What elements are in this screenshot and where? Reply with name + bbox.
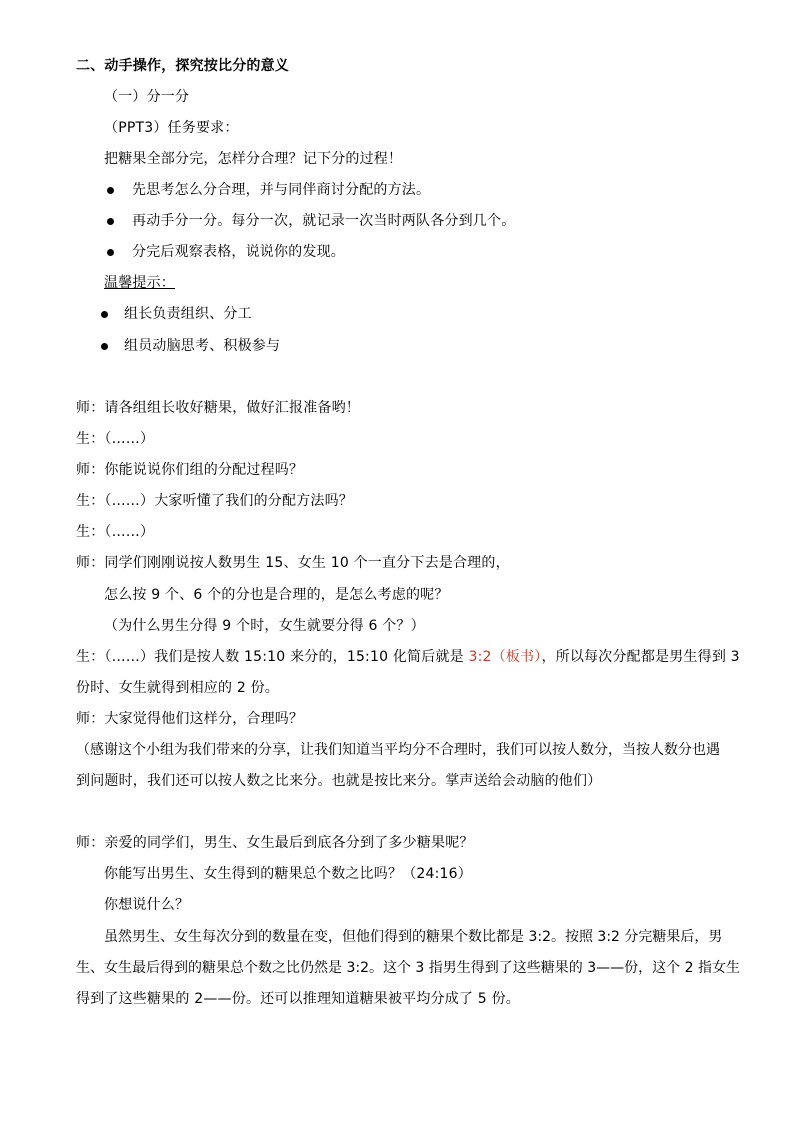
dialogue-line: 生：（……）大家听懂了我们的分配方法吗？: [76, 493, 353, 509]
task-bullet: 再动手分一分。每分一次，就记录一次当时两队各分到几个。: [132, 213, 516, 229]
task-bullet: 先思考怎么分合理，并与同伴商讨分配的方法。: [132, 182, 431, 198]
bullet-icon: [107, 249, 114, 256]
bullet-icon: [101, 343, 108, 350]
dialogue-line: 生：（……）: [76, 431, 155, 447]
conclusion-line: 你能写出男生、女生得到的糖果总个数之比吗？（24:16）: [104, 866, 472, 882]
dialogue-line: 师：你能说说你们组的分配过程吗？: [76, 462, 304, 478]
dialogue-text: 生：（……）我们是按人数 15:10 来分的，15:10 化简后就是: [76, 649, 469, 665]
conclusion-line: 生、女生最后得到的糖果总个数之比仍然是 3:2。这个 3 指男生得到了这些糖果的 3——份，这个 2 指女生: [76, 960, 740, 976]
ppt-label: （PPT3）任务要求：: [104, 120, 239, 136]
dialogue-line-with-highlight: [76, 648, 740, 666]
tip-bullet: 组长负责组织、分工: [124, 306, 252, 322]
dialogue-line: （为什么男生分得 9 个时，女生就要分得 6 个？）: [104, 618, 425, 634]
conclusion-line: 师：亲爱的同学们，男生、女生最后到底各分到了多少糖果呢？: [76, 835, 474, 851]
bullet-icon: [107, 218, 114, 225]
dialogue-line: 份时、女生就得到相应的 2 份。: [76, 680, 280, 696]
dialogue-line: 师：同学们刚刚说按人数男生 15、女生 10 个一直分下去是合理的，: [76, 555, 510, 571]
dialogue-line: 怎么按 9 个、6 个的分也是合理的，是怎么考虑的呢？: [104, 587, 449, 603]
section-heading: 二、动手操作，探究按比分的意义: [76, 58, 289, 74]
dialogue-line: （感谢这个小组为我们带来的分享，让我们知道当平均分不合理时，我们可以按人数分，当按人数分也遇: [76, 742, 720, 758]
dialogue-line: 师：大家觉得他们这样分，合理吗？: [76, 711, 304, 727]
bullet-icon: [107, 187, 114, 194]
dialogue-text: ，所以每次分配都是男生得到 3: [541, 649, 740, 665]
dialogue-line: 师：请各组组长收好糖果，做好汇报准备哟！: [76, 400, 360, 416]
conclusion-line: 虽然男生、女生每次分到的数量在变，但他们得到的糖果个数比都是 3:2。按照 3:2 分完糖果后，男: [104, 929, 723, 945]
board-note-highlight: 3:2（板书）: [468, 649, 542, 665]
tip-bullet: 组员动脑思考、积极参与: [124, 338, 281, 354]
dialogue-line: 到问题时，我们还可以按人数之比来分。也就是按比来分。掌声送给会动脑的他们）: [76, 773, 602, 789]
conclusion-line: 得到了这些糖果的 2——份。还可以推理知道糖果被平均分成了 5 份。: [76, 991, 520, 1007]
dialogue-line: 生：（……）: [76, 524, 155, 540]
tips-label: 温馨提示：: [104, 275, 175, 291]
task-bullet: 分完后观察表格，说说你的发现。: [132, 244, 345, 260]
instruction: 把糖果全部分完，怎样分合理？记下分的过程！: [104, 151, 403, 167]
bullet-icon: [101, 311, 108, 318]
conclusion-line: 你想说什么？: [104, 897, 190, 913]
subheading: （一）分一分: [104, 89, 190, 105]
